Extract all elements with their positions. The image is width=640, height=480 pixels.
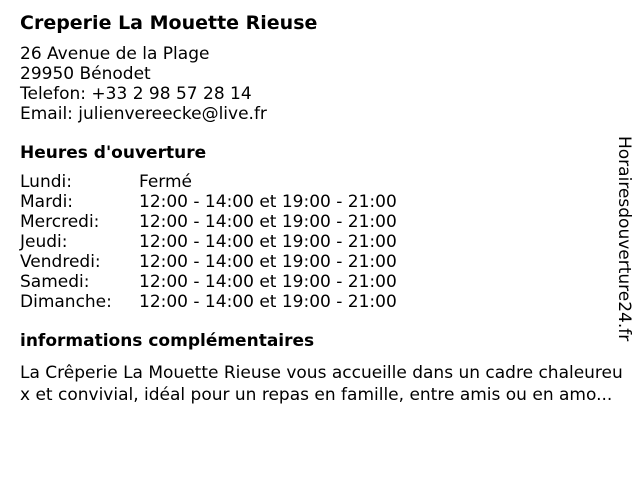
hours-day: Jeudi: bbox=[20, 232, 68, 252]
opening-hours-table bbox=[20, 172, 632, 312]
hours-day: Vendredi: bbox=[20, 252, 101, 272]
contact-block bbox=[20, 44, 632, 124]
hours-row-samedi bbox=[20, 272, 632, 292]
hours-row-mardi bbox=[20, 192, 632, 212]
hours-time: Fermé bbox=[139, 172, 193, 192]
address-city: 29950 Bénodet bbox=[20, 64, 151, 84]
phone-number: Telefon: +33 2 98 57 28 14 bbox=[20, 84, 252, 104]
hours-row-dimanche bbox=[20, 292, 632, 312]
hours-row-mercredi bbox=[20, 212, 632, 232]
hours-time: 12:00 - 14:00 et 19:00 - 21:00 bbox=[139, 232, 397, 252]
hours-time: 12:00 - 14:00 et 19:00 - 21:00 bbox=[139, 272, 397, 292]
hours-row-vendredi bbox=[20, 252, 632, 272]
hours-day: Mardi: bbox=[20, 192, 74, 212]
business-name: Creperie La Mouette Rieuse bbox=[20, 12, 318, 34]
info-description: La Crêperie La Mouette Rieuse vous accueille dans un cadre chaleureux et convivial, idéal pour un repas en famille, entre amis ou en amo... bbox=[20, 363, 623, 405]
hours-time: 12:00 - 14:00 et 19:00 - 21:00 bbox=[139, 192, 397, 212]
business-card bbox=[20, 10, 632, 406]
site-watermark: Horairesdouverture24.fr bbox=[614, 136, 634, 342]
hours-day: Dimanche: bbox=[20, 292, 112, 312]
hours-row-lundi bbox=[20, 172, 632, 192]
info-heading: informations complémentaires bbox=[20, 331, 315, 351]
email-address: Email: julienvereecke@live.fr bbox=[20, 104, 267, 124]
hours-day: Samedi: bbox=[20, 272, 90, 292]
hours-time: 12:00 - 14:00 et 19:00 - 21:00 bbox=[139, 212, 397, 232]
hours-day: Mercredi: bbox=[20, 212, 100, 232]
hours-heading: Heures d'ouverture bbox=[20, 143, 207, 163]
hours-day: Lundi: bbox=[20, 172, 72, 192]
hours-time: 12:00 - 14:00 et 19:00 - 21:00 bbox=[139, 252, 397, 272]
hours-row-jeudi bbox=[20, 232, 632, 252]
hours-time: 12:00 - 14:00 et 19:00 - 21:00 bbox=[139, 292, 397, 312]
address-street: 26 Avenue de la Plage bbox=[20, 44, 210, 64]
